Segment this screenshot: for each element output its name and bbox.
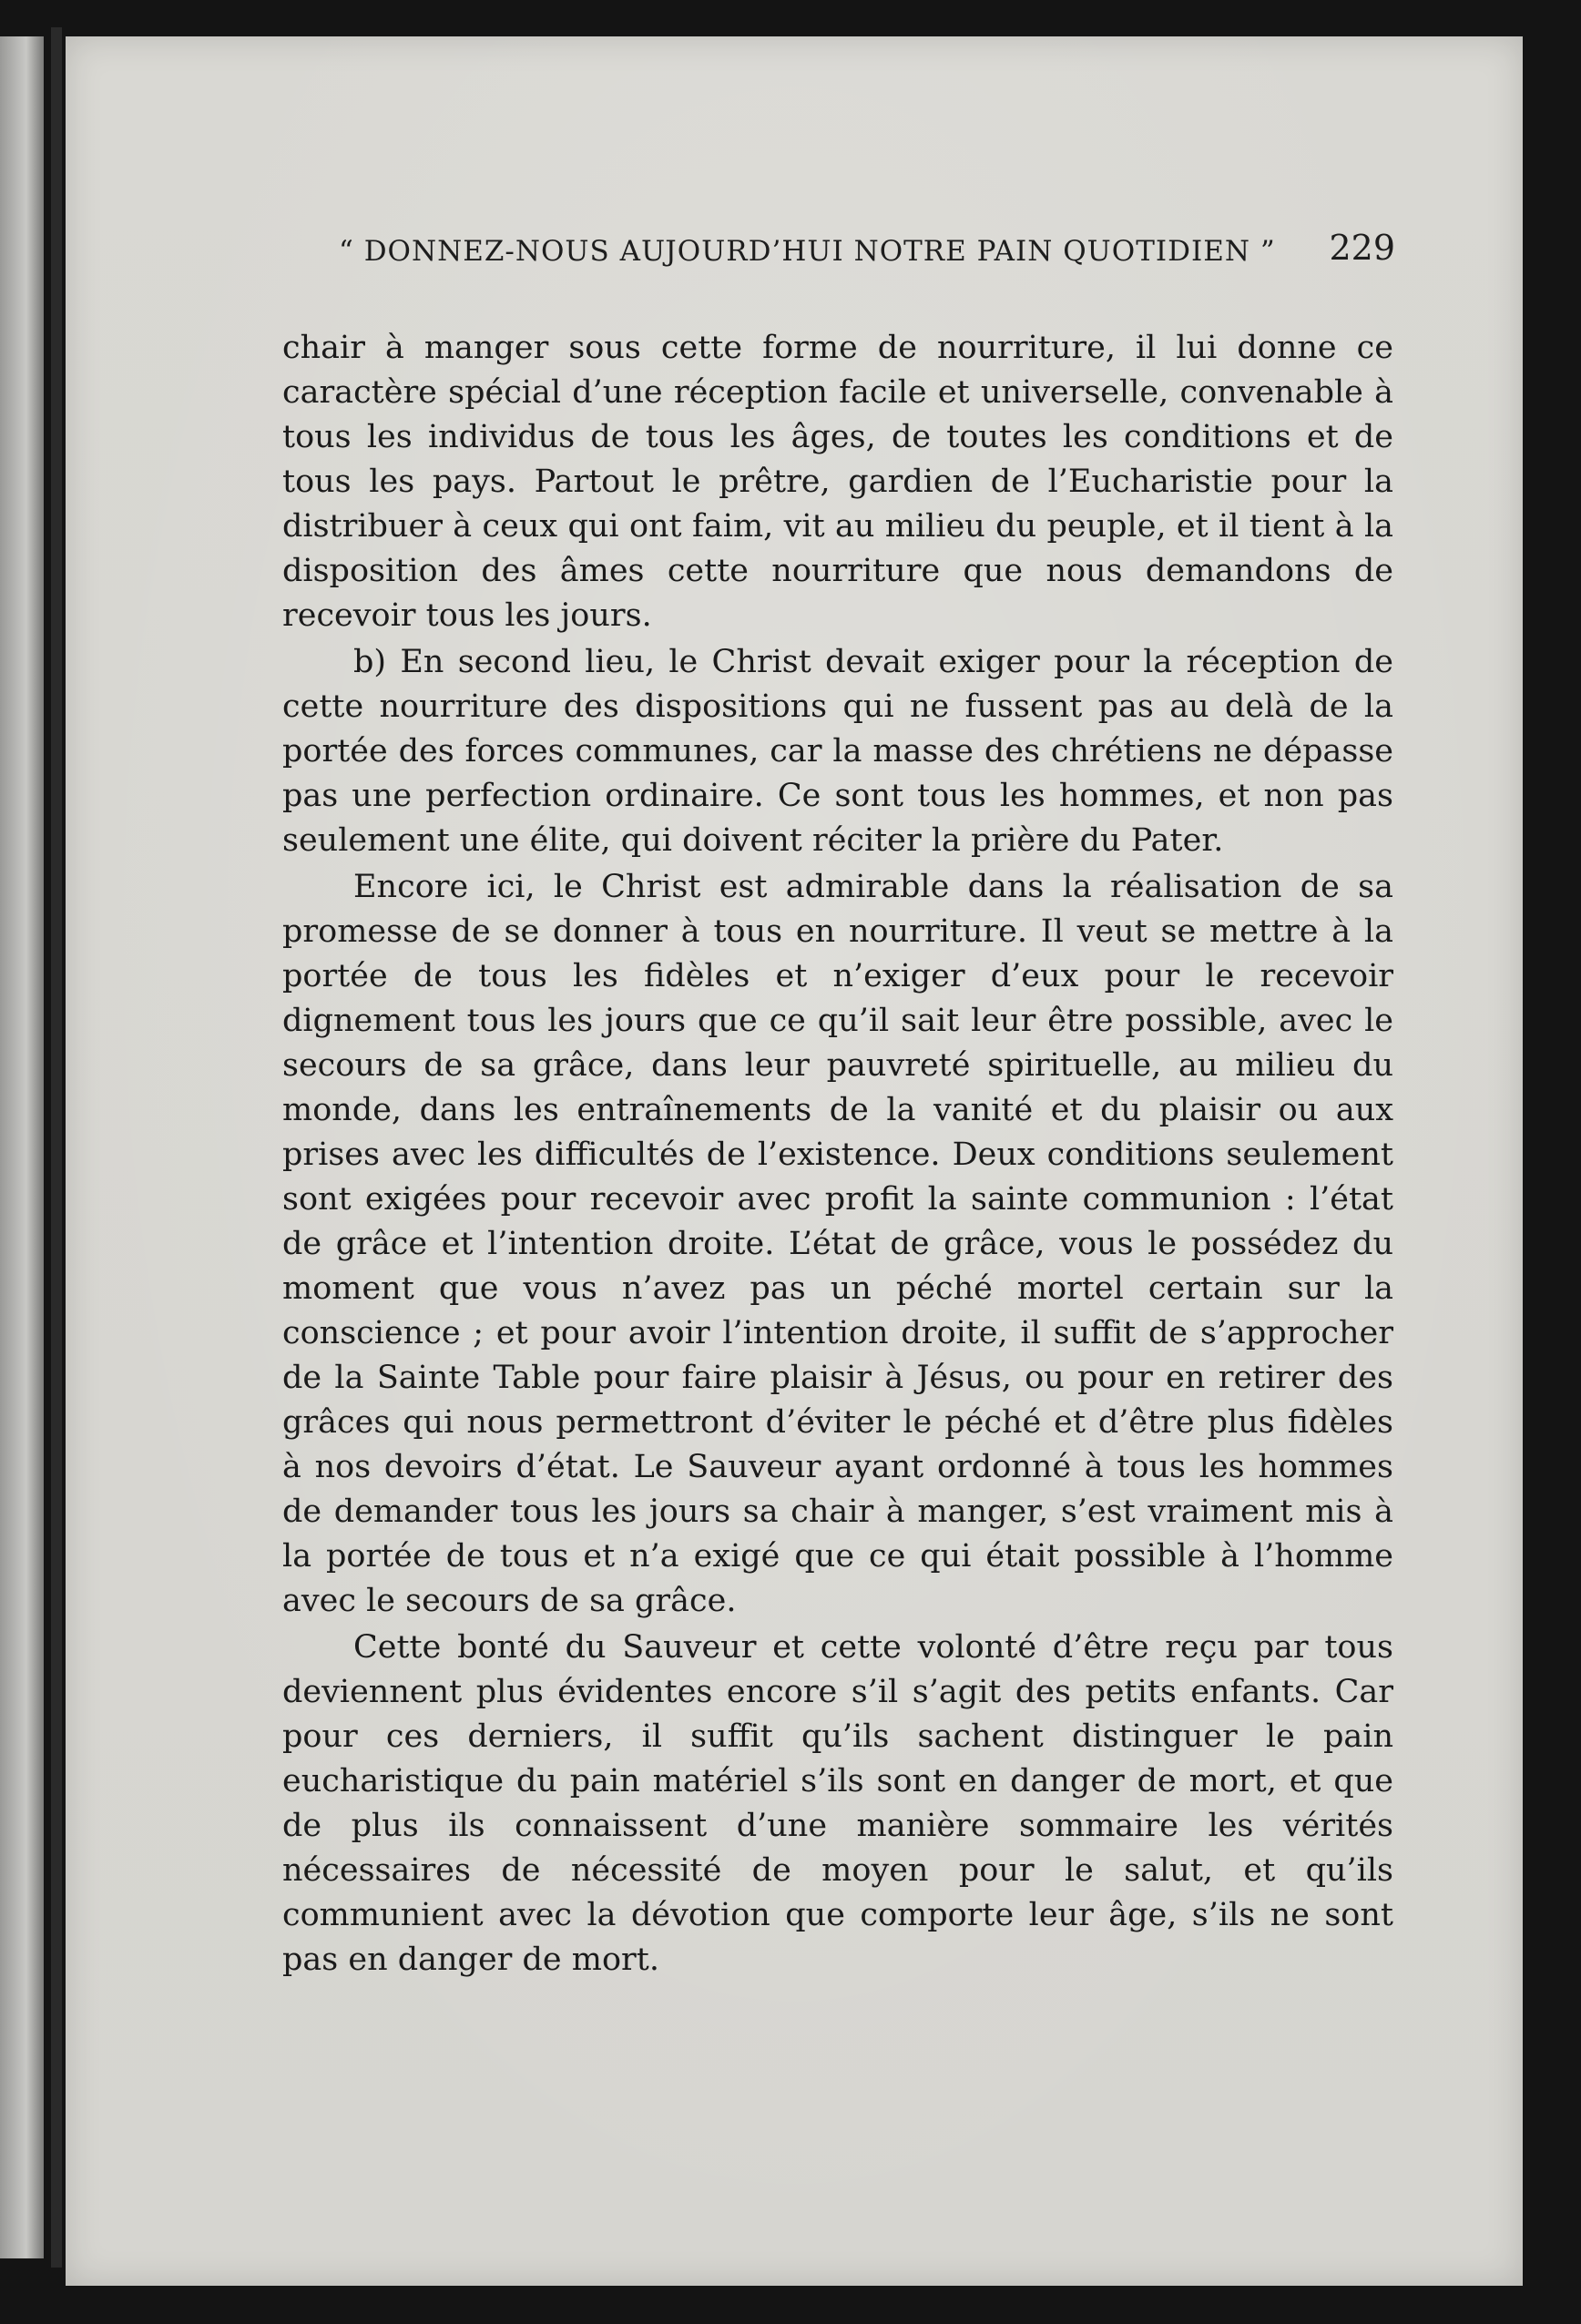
text-body: [282, 326, 1393, 1983]
paragraph-b: b) En second lieu, le Christ devait exiger pour la réception de cette nourriture des dispositions qui ne fussent pas au delà de la portée des forces communes, car la masse des chrétiens ne dépasse pas une perfection ordinaire. Ce sont tous les hommes, et non pas seulement une élite, qui doivent réciter la prière du Pater.: [282, 644, 1393, 859]
book-gutter: [51, 27, 62, 2268]
previous-page-edge: [0, 36, 44, 2258]
page-number: 229: [1329, 228, 1395, 268]
paragraph-cette-bonte: Cette bonté du Sauveur et cette volonté d’être reçu par tous deviennent plus évidentes encore s’il s’agit des petits enfants. Car pour ces derniers, il suffit qu’ils sachent distinguer le pain eucharistique du pain matériel s’ils sont en danger de mort, et que de plus ils connaissent d’une manière sommaire les vérités nécessaires de nécessité de moyen pour le salut, et qu’ils communient avec la dévotion que comporte leur âge, s’ils ne sont pas en danger de mort.: [282, 1629, 1393, 1978]
book-page: [66, 36, 1523, 2286]
running-head-title: “ DONNEZ-NOUS AUJOURD’HUI NOTRE PAIN QUOTIDIEN ”: [339, 235, 1276, 268]
paragraph-continuation: chair à manger sous cette forme de nourriture, il lui donne ce caractère spécial d’une réception facile et universelle, convenable à tous les individus de tous les âges, de toutes les conditions et de tous les pays. Partout le prêtre, gardien de l’Eucharistie pour la distribuer à ceux qui ont faim, vit au milieu du peuple, et il tient à la disposition des âmes cette nourriture que nous demandons de recevoir tous les jours.: [282, 330, 1393, 634]
running-head: [339, 219, 1395, 282]
paragraph-encore-ici: Encore ici, le Christ est admirable dans la réalisation de sa promesse de se donner à tous en nourriture. Il veut se mettre à la portée de tous les fidèles et n’exiger d’eux pour le recevoir dignement tous les jours que ce qu’il sait leur être possible, avec le secours de sa grâce, dans leur pauvreté spirituelle, au milieu du monde, dans les entraînements de la vanité et du plaisir ou aux prises avec les difficultés de l’existence. Deux conditions seulement sont exigées pour recevoir avec profit la sainte communion : l’état de grâce et l’intention droite. L’état de grâce, vous le possédez du moment que vous n’avez pas un péché mortel certain sur la conscience ; et pour avoir l’intention droite, il suffit de s’approcher de la Sainte Table pour faire plaisir à Jésus, ou pour en retirer des grâces qui nous permettront d’éviter le péché et d’être plus fidèles à nos devoirs d’état. Le Sauveur ayant ordonné à tous les hommes de demander tous les jours sa chair à manger, s’est vraiment mis à la portée de tous et n’a exigé que ce qui était possible à l’homme avec le secours de sa grâce.: [282, 869, 1393, 1619]
